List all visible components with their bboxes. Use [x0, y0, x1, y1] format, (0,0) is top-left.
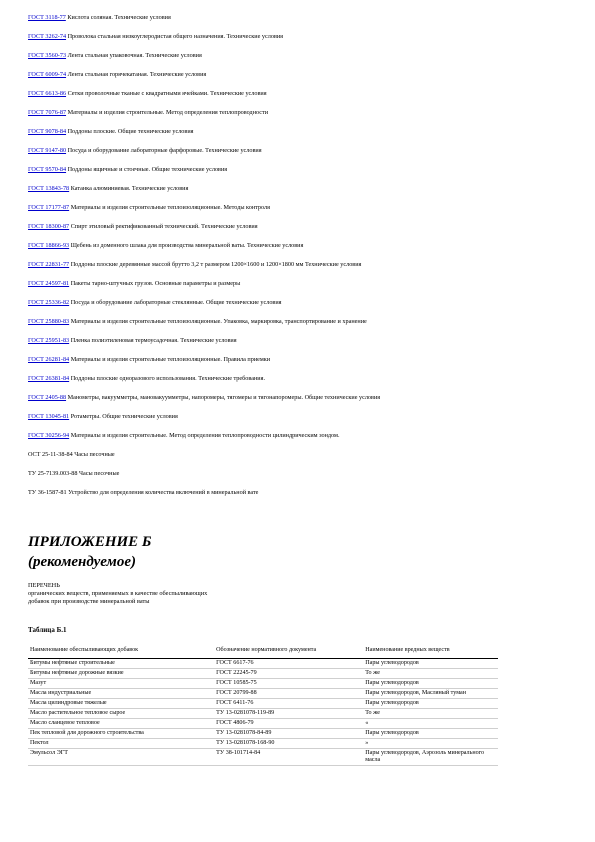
cell-harmful: Пары углеводородов — [363, 658, 498, 668]
cell-document: ГОСТ 6411-76 — [214, 698, 363, 708]
cell-additive: Битумы нефтяные строительные — [28, 658, 214, 668]
reference-text: Щебень из доменного шлака для производства минеральной ваты. Технические условия — [70, 242, 304, 249]
reference-item — [28, 413, 573, 432]
table-caption: Таблица Б.1 — [28, 626, 67, 634]
cell-document: ГОСТ 6617-76 — [214, 658, 363, 668]
reference-link[interactable]: ГОСТ 6613-86 — [28, 90, 67, 97]
header-document: Обозначение нормативного документа — [214, 645, 363, 658]
cell-document: ТУ 13-0281078-168-90 — [214, 738, 363, 748]
table-row — [28, 718, 498, 728]
reference-link[interactable]: ГОСТ 9078-84 — [28, 128, 67, 135]
reference-link[interactable]: ГОСТ 25880-83 — [28, 318, 70, 325]
perechen-line-2: добавок при производстве минеральной ваты — [28, 597, 150, 605]
reference-link[interactable]: ГОСТ 3118-77 — [28, 14, 66, 21]
table-header-row — [28, 645, 498, 658]
reference-link[interactable]: ГОСТ 3262-74 — [28, 33, 67, 40]
reference-item — [28, 147, 573, 166]
reference-item — [28, 261, 573, 280]
cell-harmful: Пары углеводородов — [363, 698, 498, 708]
cell-harmful: Пары углеводородов — [363, 728, 498, 738]
reference-link[interactable]: ГОСТ 25951-83 — [28, 337, 70, 344]
reference-item — [28, 33, 573, 52]
table-row — [28, 708, 498, 718]
cell-additive: Масла цилиндровые тяжелые — [28, 698, 214, 708]
table-body — [28, 658, 498, 765]
reference-link[interactable]: ГОСТ 17177-87 — [28, 204, 70, 211]
reference-text: Материалы и изделия строительные. Метод определения теплопроводности цилиндрическим зондом. — [70, 432, 340, 439]
table-row — [28, 688, 498, 698]
reference-text: Катанка алюминиевая. Технические условия — [70, 185, 189, 192]
reference-link[interactable]: ГОСТ 25336-82 — [28, 299, 70, 306]
cell-additive: Масло сланцевое тепловое — [28, 718, 214, 728]
table-row — [28, 748, 498, 765]
cell-document: ТУ 38-101714-84 — [214, 748, 363, 765]
reference-link[interactable]: ГОСТ 26281-84 — [28, 356, 70, 363]
reference-text: Ротаметры. Общие технические условия — [70, 413, 178, 420]
reference-item — [28, 185, 573, 204]
reference-link[interactable]: ГОСТ 26381-84 — [28, 375, 70, 382]
reference-link[interactable]: ГОСТ 18866-93 — [28, 242, 70, 249]
reference-link[interactable]: ГОСТ 9570-84 — [28, 166, 67, 173]
reference-item — [28, 432, 573, 451]
reference-link[interactable]: ГОСТ 13045-81 — [28, 413, 70, 420]
header-additive: Наименование обеспыливающих добавок — [28, 645, 214, 658]
reference-text: Материалы и изделия строительные теплоизоляционные. Упаковка, маркировка, транспортирование и хранение — [70, 318, 367, 325]
cell-additive: Масла индустриальные — [28, 688, 214, 698]
cell-document: ТУ 13-0281078-119-89 — [214, 708, 363, 718]
reference-text: Материалы и изделия строительные теплоизоляционные. Методы контроля — [70, 204, 270, 211]
reference-item — [28, 109, 573, 128]
appendix-subtitle: (рекомендуемое) — [28, 554, 136, 570]
cell-harmful: Пары углеводородов, Аэрозоль минерального масла — [363, 748, 498, 765]
cell-harmful: Пары углеводородов — [363, 678, 498, 688]
reference-item — [28, 318, 573, 337]
reference-item — [28, 299, 573, 318]
cell-document: ГОСТ 20799-88 — [214, 688, 363, 698]
reference-item — [28, 337, 573, 356]
reference-item — [28, 356, 573, 375]
reference-text: Спирт этиловый ректификованный технический. Технические условия — [70, 223, 258, 230]
cell-harmful: То же — [363, 708, 498, 718]
reference-text: Кислота соляная. Технические условия — [67, 14, 171, 21]
reference-link[interactable]: ГОСТ 6009-74 — [28, 71, 67, 78]
table-row — [28, 668, 498, 678]
reference-item — [28, 166, 573, 185]
reference-text: Лента стальная горячекатаная. Технические условия — [67, 71, 207, 78]
cell-document: ГОСТ 10585-75 — [214, 678, 363, 688]
cell-document: ТУ 13-0281078-84-89 — [214, 728, 363, 738]
reference-link[interactable]: ГОСТ 30256-94 — [28, 432, 70, 439]
appendix-title: ПРИЛОЖЕНИЕ Б — [28, 534, 152, 550]
cell-additive: Битумы нефтяные дорожные вязкие — [28, 668, 214, 678]
reference-link[interactable]: ГОСТ 9147-80 — [28, 147, 67, 154]
reference-item — [28, 52, 573, 71]
perechen-heading: ПЕРЕЧЕНЬ — [28, 582, 60, 589]
reference-link[interactable]: ГОСТ 2405-88 — [28, 394, 67, 401]
cell-additive: Масло растительное тепловое сырое — [28, 708, 214, 718]
cell-harmful: То же — [363, 668, 498, 678]
reference-item — [28, 204, 573, 223]
cell-harmful: Пары углеводородов, Масляный туман — [363, 688, 498, 698]
reference-text: Лента стальная упаковочная. Технические условия — [67, 52, 202, 59]
plain-reference-item: ТУ 25-7139.003-88 Часы песочные — [28, 470, 120, 477]
cell-additive: Пек тепловой для дорожного строительства — [28, 728, 214, 738]
reference-item — [28, 280, 573, 299]
reference-link[interactable]: ГОСТ 22831-77 — [28, 261, 70, 268]
reference-text: Поддоны плоские. Общие технические условия — [67, 128, 194, 135]
reference-text: Материалы и изделия строительные теплоизоляционные. Правила приемки — [70, 356, 271, 363]
table-row — [28, 698, 498, 708]
cell-document: ГОСТ 4806-79 — [214, 718, 363, 728]
reference-item — [28, 375, 573, 394]
reference-item — [28, 71, 573, 90]
table-row — [28, 658, 498, 668]
reference-text: Манометры, вакуумметры, мановакуумметры, напоромеры, тягомеры и тягонапоромеры. Общие технические условия — [67, 394, 381, 401]
cell-harmful: » — [363, 738, 498, 748]
perechen-line-1: органических веществ, применяемых в качестве обеспыливающих — [28, 589, 208, 597]
reference-item — [28, 14, 573, 33]
cell-additive: Эмульсол ЭГТ — [28, 748, 214, 765]
reference-text: Сетки проволочные тканые с квадратными ячейками. Технические условия — [67, 90, 267, 97]
reference-link[interactable]: ГОСТ 18300-87 — [28, 223, 70, 230]
reference-item — [28, 223, 573, 242]
reference-text: Материалы и изделия строительные. Метод определения теплопроводности — [67, 109, 269, 116]
reference-text: Посуда и оборудование лабораторные фарфоровые. Технические условия — [67, 147, 262, 154]
reference-text: Посуда и оборудование лабораторные стеклянные. Общие технические условия — [70, 299, 282, 306]
table-row — [28, 728, 498, 738]
table-row — [28, 678, 498, 688]
reference-text: Пакеты тарно-штучных грузов. Основные параметры и размеры — [70, 280, 241, 287]
reference-list — [28, 14, 573, 508]
reference-text: Поддоны ящичные и стоечные. Общие технические условия — [67, 166, 228, 173]
cell-additive: Пектол — [28, 738, 214, 748]
reference-text: Поддоны плоские одноразового использования. Технические требования. — [70, 375, 265, 382]
table-row — [28, 738, 498, 748]
cell-additive: Мазут — [28, 678, 214, 688]
reference-item — [28, 90, 573, 109]
cell-document: ГОСТ 22245-79 — [214, 668, 363, 678]
reference-link[interactable]: ГОСТ 3560-73 — [28, 52, 67, 59]
reference-item — [28, 394, 573, 413]
reference-link[interactable]: ГОСТ 24597-81 — [28, 280, 70, 287]
reference-text: Поддоны плоские деревянные массой брутто 3,2 т размером 1200×1600 и 1200×1800 мм Технические условия — [70, 261, 362, 268]
reference-text: Проволока стальная низкоуглеродистая общего назначения. Технические условия — [67, 33, 284, 40]
list-heading-block — [28, 582, 207, 605]
plain-reference-item: ОСТ 25-11-38-84 Часы песочные — [28, 451, 115, 458]
additives-table — [28, 645, 498, 766]
reference-item — [28, 242, 573, 261]
reference-link[interactable]: ГОСТ 7076-87 — [28, 109, 67, 116]
header-harmful: Наименование вредных веществ — [363, 645, 498, 658]
reference-text: Пленка полиэтиленовая термоусадочная. Технические условия — [70, 337, 237, 344]
plain-reference-item: ТУ 36-1587-81 Устройство для определения количества включений в минеральной вате — [28, 489, 259, 496]
cell-harmful: « — [363, 718, 498, 728]
reference-link[interactable]: ГОСТ 13843-78 — [28, 185, 70, 192]
reference-item — [28, 128, 573, 147]
